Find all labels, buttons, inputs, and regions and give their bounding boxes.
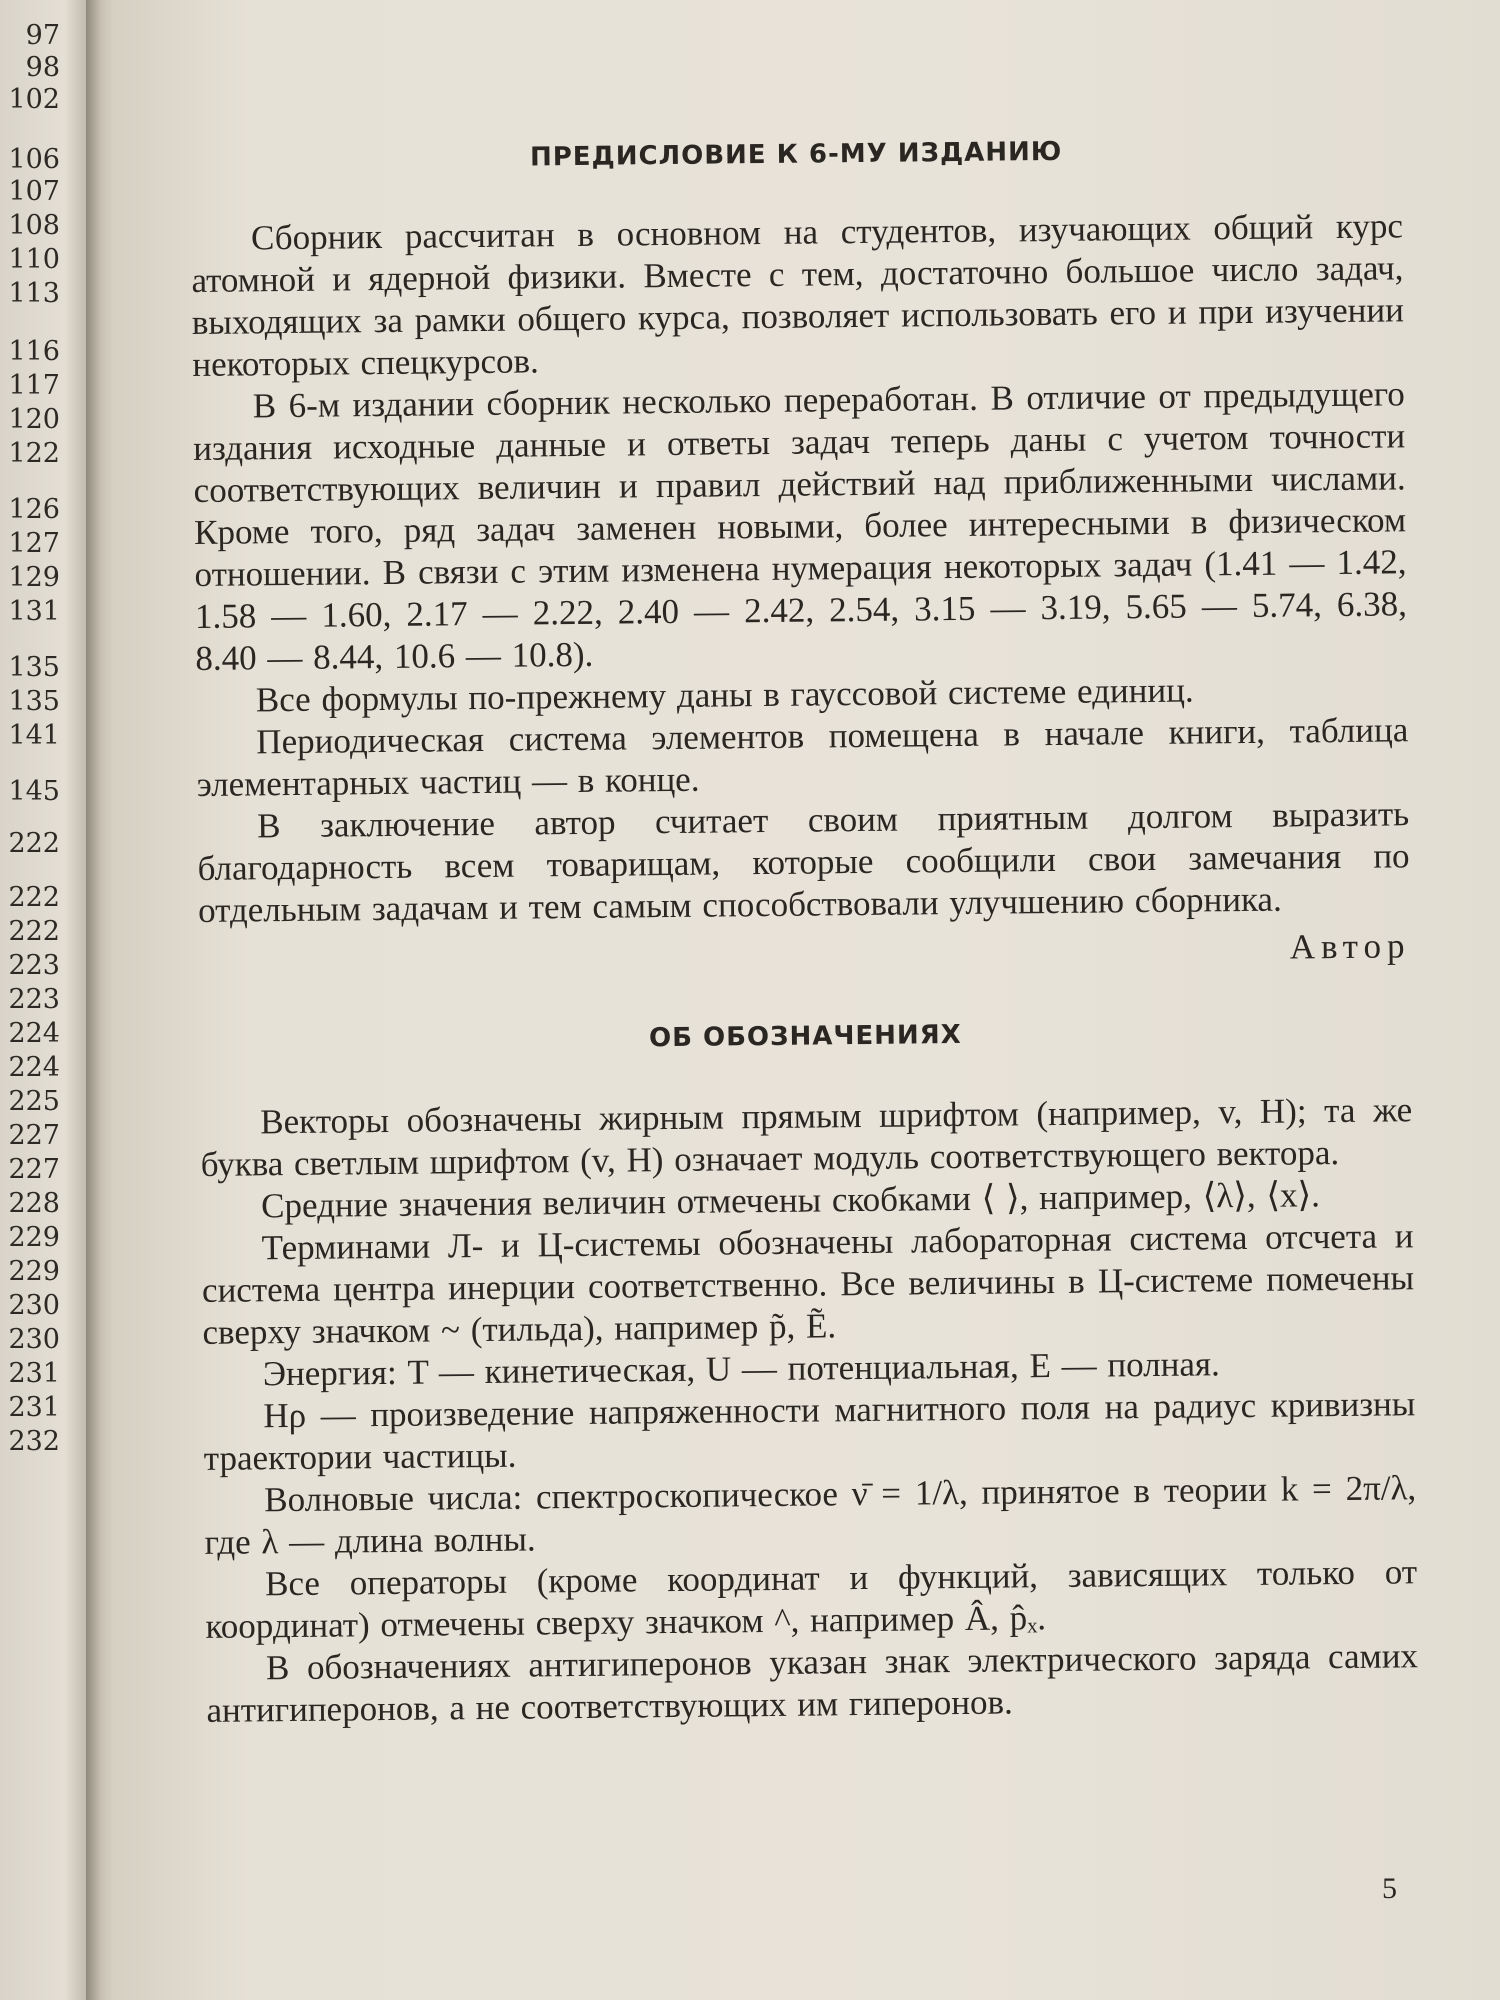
toc-number: 232 bbox=[8, 1426, 60, 1457]
toc-number: 106 bbox=[8, 144, 60, 175]
toc-number: 141 bbox=[8, 720, 60, 751]
notation-title: ОБ ОБОЗНАЧЕНИЯХ bbox=[648, 1019, 962, 1054]
notation-paragraph: Терминами Л- и Ц-системы обозначены лабораторная система отсчета и система центра инерции соответственно. Все величины в Ц-системе помечены сверху значком ~ (тильда), например p̃, Ẽ. bbox=[201, 1216, 1415, 1352]
toc-number: 122 bbox=[8, 438, 60, 469]
notation-paragraph: Все операторы (кроме координат и функций, зависящих только от координат) отмечены сверху значком ^, например Â, p̂ₓ. bbox=[205, 1552, 1418, 1646]
page-number: 5 bbox=[1382, 1872, 1397, 1905]
notation-paragraph: Средние значения величин отмечены скобками ⟨ ⟩, например, ⟨λ⟩, ⟨x⟩. bbox=[260, 1175, 1321, 1226]
toc-number: 127 bbox=[8, 528, 60, 559]
notation-paragraph: Векторы обозначены жирным прямым шрифтом (например, v, H); та же буква светлым шрифтом (v, H) означает модуль соответствующего вектора. bbox=[200, 1090, 1413, 1184]
toc-number: 231 bbox=[8, 1392, 60, 1423]
toc-number: 229 bbox=[8, 1256, 60, 1287]
toc-number: 102 bbox=[8, 84, 60, 115]
toc-number: 97 bbox=[25, 20, 60, 51]
toc-number: 116 bbox=[8, 336, 60, 367]
toc-number: 145 bbox=[8, 776, 60, 807]
toc-number: 222 bbox=[8, 916, 60, 947]
preface-title: ПРЕДИСЛОВИЕ К 6-МУ ИЗДАНИЮ bbox=[529, 136, 1063, 173]
preface-paragraph: Периодическая система элементов помещена в начале книги, таблица элементарных частиц — в конце. bbox=[196, 710, 1409, 804]
toc-number: 110 bbox=[8, 244, 60, 275]
toc-number: 113 bbox=[8, 278, 60, 309]
notation-paragraph: В обозначениях антигиперонов указан знак электрического заряда самих антигиперонов, а не соответствующих им гиперонов. bbox=[206, 1636, 1419, 1730]
toc-number: 222 bbox=[8, 882, 60, 913]
author-signature: Автор bbox=[1289, 926, 1411, 967]
toc-number: 231 bbox=[8, 1358, 60, 1389]
toc-number: 129 bbox=[8, 562, 60, 593]
preface-paragraph: Сборник рассчитан в основном на студентов, изучающих общий курс атомной и ядерной физики. Вместе с тем, достаточно большое число задач, выходящих за рамки общего курса, позволяет использовать его и при изучении некоторых спецкурсов. bbox=[191, 206, 1405, 384]
toc-number: 224 bbox=[8, 1052, 60, 1083]
toc-number: 223 bbox=[8, 984, 60, 1015]
notation-paragraph: Hρ — произведение напряженности магнитного поля на радиус кривизны траектории частицы. bbox=[203, 1384, 1416, 1478]
toc-number: 230 bbox=[8, 1290, 60, 1321]
toc-number: 98 bbox=[25, 52, 60, 83]
toc-number: 227 bbox=[8, 1154, 60, 1185]
toc-number: 229 bbox=[8, 1222, 60, 1253]
notation-paragraph: Энергия: T — кинетическая, U — потенциальная, E — полная. bbox=[262, 1344, 1220, 1394]
toc-number: 227 bbox=[8, 1120, 60, 1151]
toc-number: 107 bbox=[8, 176, 60, 207]
toc-number: 117 bbox=[8, 370, 60, 401]
toc-number: 135 bbox=[8, 686, 60, 717]
toc-number: 230 bbox=[8, 1324, 60, 1355]
toc-number: 225 bbox=[8, 1086, 60, 1117]
toc-number: 228 bbox=[8, 1188, 60, 1219]
toc-number: 224 bbox=[8, 1018, 60, 1049]
toc-number: 120 bbox=[8, 404, 60, 435]
preface-paragraph: В заключение автор считает своим приятным долгом выразить благодарность всем товарищам, которые сообщили свои замечания по отдельным задачам и тем самым способствовали улучшению сборника. bbox=[197, 794, 1410, 930]
toc-number: 222 bbox=[8, 828, 60, 859]
notation-paragraph: Волновые числа: спектроскопическое ν̄ = 1/λ, принятое в теории k = 2π/λ, где λ — длина волны. bbox=[204, 1468, 1417, 1562]
toc-number: 131 bbox=[8, 596, 60, 627]
preface-paragraph: В 6-м издании сборник несколько переработан. В отличие от предыдущего издания исходные данные и ответы задач теперь даны с учетом точности соответствующих величин и правил действий над приближенными числами. Кроме того, ряд задач заменен новыми, более интересными в физическом отношении. В связи с этим изменена нумерация некоторых задач (1.41 — 1.42, 1.58 — 1.60, 2.17 — 2.22, 2.40 — 2.42, 2.54, 3.15 — 3.19, 5.65 — 5.74, 6.38, 8.40 — 8.44, 10.6 — 10.8). bbox=[193, 374, 1408, 678]
toc-number: 223 bbox=[8, 950, 60, 981]
preface-paragraph: Все формулы по-прежнему даны в гауссовой системе единиц. bbox=[255, 670, 1194, 720]
toc-number: 108 bbox=[8, 210, 60, 241]
toc-number: 126 bbox=[8, 494, 60, 525]
toc-number: 135 bbox=[8, 652, 60, 683]
page-content bbox=[190, 127, 1419, 1732]
previous-page bbox=[0, 0, 92, 2000]
